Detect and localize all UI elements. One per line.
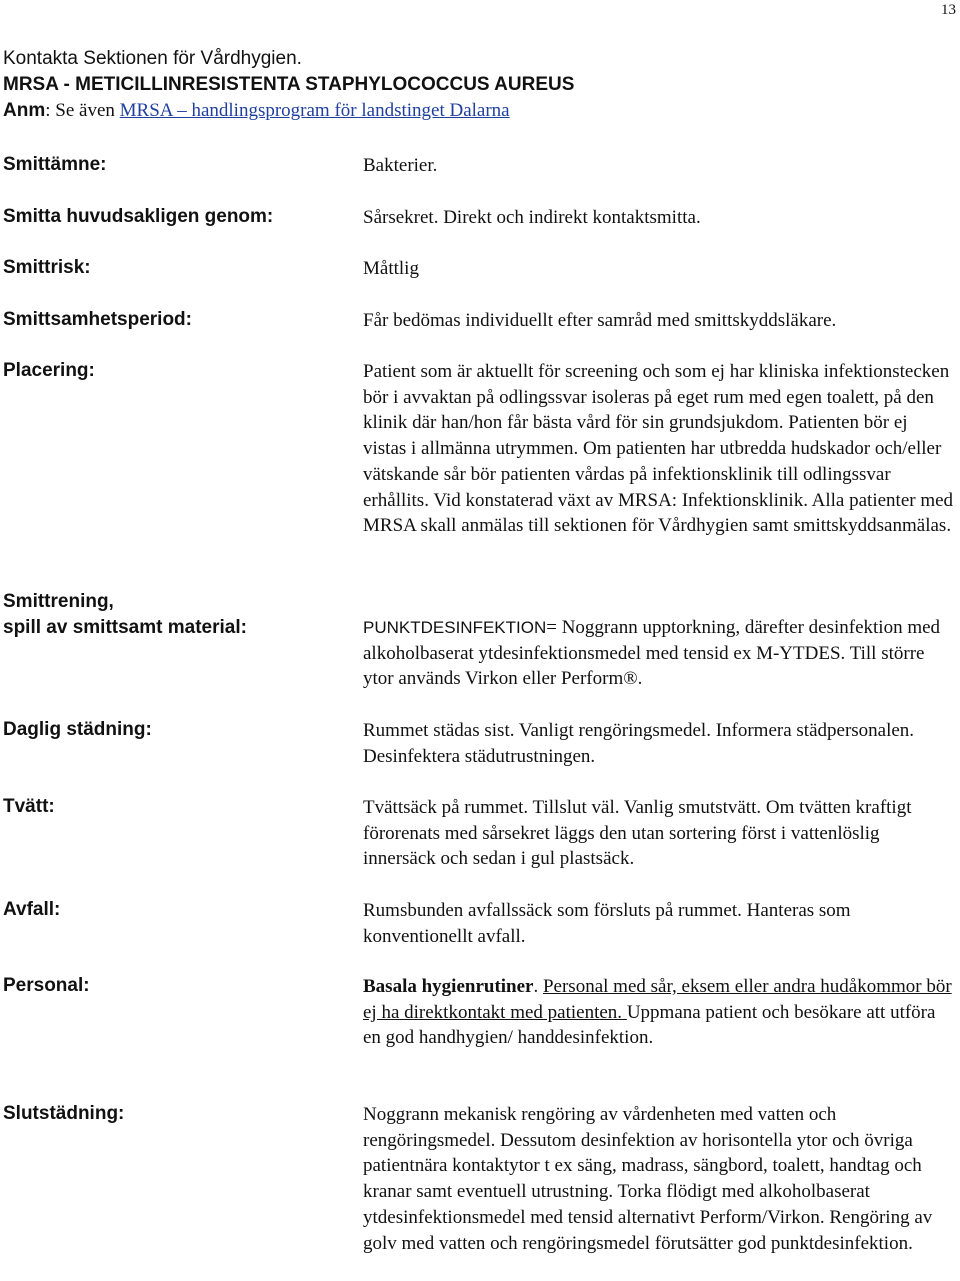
- value-smittamne: Bakterier.: [363, 155, 438, 176]
- value-avfall: Rumsbunden avfallssäck som försluts på rummet. Hanteras som konventionellt avfall.: [363, 900, 851, 947]
- value-personal-dot: .: [533, 976, 543, 997]
- label-smittrening-line1: Smittrening,: [3, 591, 114, 612]
- contact-line: Kontakta Sektionen för Vårdhygien.: [3, 48, 302, 69]
- value-smittrening-text: = Noggrann upptorkning, därefter desinfektion med alkoholbaserat ytdesinfektionsmedel med tensid ex M-YTDES. Till större ytor används Virkon eller Perform®.: [363, 617, 941, 690]
- value-placering: Patient som är aktuellt för screening och som ej har kliniska infektionstecken bör i avvaktan på odlingssvar isoleras på eget rum med egen toalett, på den klinik där han/hon får bästa vård för sin grundsjukdom. Patienten bör ej vistas i allmänna utrymmen. Om patienten har utbredda hudskador och/eller vätskande sår bör patienten vårdas på infektionsklinik till odlingssvar erhållits. Vid konstaterad växt av MRSA: Infektionsklinik. Alla patienter med MRSA skall anmälas till sektionen för Vårdhygien samt smittskyddsanmälas.: [363, 361, 954, 537]
- label-smittrisk: Smittrisk:: [3, 257, 91, 278]
- label-daglig-stadning: Daglig städning:: [3, 719, 152, 740]
- value-personal-text: Uppmana patient och besökare att utföra en god handhygien/ handdesinfektion.: [363, 1001, 936, 1049]
- label-smittrening-line2: spill av smittsamt material:: [3, 617, 247, 638]
- basala-hygienrutiner: Basala hygienrutiner: [363, 976, 534, 997]
- value-smittrisk: Måttlig: [363, 258, 419, 279]
- anm-label: Anm: [3, 100, 46, 121]
- page-number: 13: [941, 2, 956, 18]
- label-personal: Personal:: [3, 975, 90, 996]
- value-personal: [363, 974, 955, 1051]
- value-smittrening: [363, 615, 955, 692]
- anm-line: [3, 98, 574, 124]
- label-smittrening: [3, 589, 247, 641]
- value-personal-underlined: Personal med sår, eksem eller andra hudåkommor bör ej ha direktkontakt med patienten.: [363, 976, 952, 1023]
- label-tvatt: Tvätt:: [3, 796, 55, 817]
- label-smittamne: Smittämne:: [3, 154, 107, 175]
- value-smittsamhetsperiod: Får bedömas individuellt efter samråd med smittskyddsläkare.: [363, 310, 837, 331]
- label-placering: Placering:: [3, 360, 95, 381]
- punktdesinfektion-term: PUNKTDESINFEKTION: [363, 618, 547, 637]
- label-slutstadning: Slutstädning:: [3, 1103, 125, 1124]
- label-smittsamhetsperiod: Smittsamhetsperiod:: [3, 309, 192, 330]
- value-slutstadning: Noggrann mekanisk rengöring av vårdenheten med vatten och rengöringsmedel. Dessutom desinfektion av horisontella ytor och övriga patientnära kontaktytor t ex säng, madrass, sängbord, toalett, handtag och kranar samt eventuell utrustning. Torka flödigt med alkoholbaserat ytdesinfektionsmedel med tensid alternativt Perform/Virkon. Rengöring av golv med vatten och rengöringsmedel förutsätter god punktdesinfektion.: [363, 1104, 933, 1254]
- value-tvatt: Tvättsäck på rummet. Tillslut väl. Vanlig smutstvätt. Om tvätten kraftigt förorenats med sårsekret läggs den utan sortering först i vattenlöslig innersäck och sedan i gul plastsäck.: [363, 797, 912, 870]
- label-smitta: Smitta huvudsakligen genom:: [3, 206, 274, 227]
- value-daglig-stadning: Rummet städas sist. Vanligt rengöringsmedel. Informera städpersonalen. Desinfektera städutrustningen.: [363, 720, 915, 767]
- value-smitta: Sårsekret. Direkt och indirekt kontaktsmitta.: [363, 207, 701, 228]
- label-avfall: Avfall:: [3, 899, 61, 920]
- mrsa-program-link[interactable]: MRSA – handlingsprogram för landstinget Dalarna: [119, 100, 510, 121]
- document-header: [3, 46, 574, 124]
- anm-text: : Se även: [45, 100, 120, 121]
- page-title: MRSA - METICILLINRESISTENTA STAPHYLOCOCCUS AUREUS: [3, 74, 575, 95]
